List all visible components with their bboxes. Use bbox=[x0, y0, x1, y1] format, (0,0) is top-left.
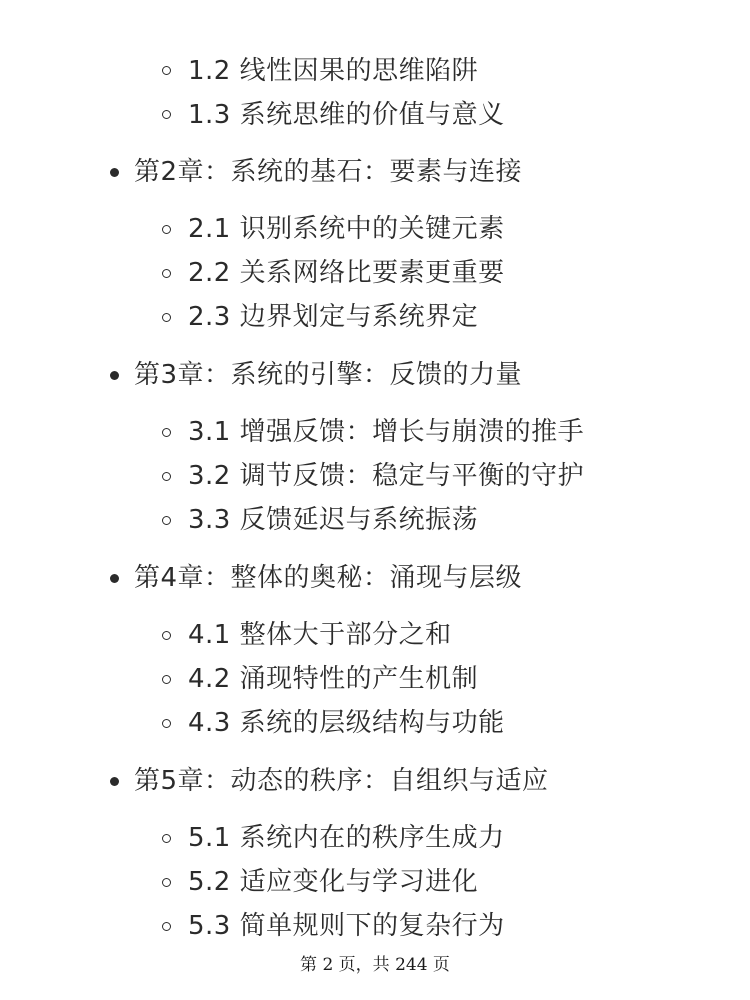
hollow-bullet-icon bbox=[162, 878, 171, 887]
hollow-bullet-icon bbox=[162, 66, 171, 75]
page-number-footer: 第 2 页，共 244 页 bbox=[300, 955, 450, 975]
hollow-bullet-icon bbox=[162, 834, 171, 843]
toc-section-3-2: 3.2 调节反馈：稳定与平衡的守护 bbox=[188, 461, 585, 491]
hollow-bullet-icon bbox=[162, 675, 171, 684]
toc-section-2-1: 2.1 识别系统中的关键元素 bbox=[188, 214, 505, 244]
toc-section-4-1: 4.1 整体大于部分之和 bbox=[188, 620, 452, 650]
toc-section-1-3: 1.3 系统思维的价值与意义 bbox=[188, 100, 505, 130]
toc-section-3-3: 3.3 反馈延迟与系统振荡 bbox=[188, 505, 479, 535]
hollow-bullet-icon bbox=[162, 428, 171, 437]
toc-section-4-3: 4.3 系统的层级结构与功能 bbox=[188, 708, 505, 738]
toc-section-5-1: 5.1 系统内在的秩序生成力 bbox=[188, 823, 505, 853]
hollow-bullet-icon bbox=[162, 631, 171, 640]
toc-section-5-3: 5.3 简单规则下的复杂行为 bbox=[188, 911, 505, 941]
solid-bullet-icon bbox=[110, 168, 119, 177]
hollow-bullet-icon bbox=[162, 516, 171, 525]
toc-section-2-3: 2.3 边界划定与系统界定 bbox=[188, 302, 479, 332]
hollow-bullet-icon bbox=[162, 719, 171, 728]
solid-bullet-icon bbox=[110, 371, 119, 380]
hollow-bullet-icon bbox=[162, 110, 171, 119]
toc-chapter-3: 第3章：系统的引擎：反馈的力量 bbox=[134, 360, 523, 390]
hollow-bullet-icon bbox=[162, 472, 171, 481]
toc-chapter-5: 第5章：动态的秩序：自组织与适应 bbox=[134, 766, 549, 796]
hollow-bullet-icon bbox=[162, 269, 171, 278]
toc-section-5-2: 5.2 适应变化与学习进化 bbox=[188, 867, 479, 897]
toc-chapter-2: 第2章：系统的基石：要素与连接 bbox=[134, 157, 523, 187]
hollow-bullet-icon bbox=[162, 225, 171, 234]
solid-bullet-icon bbox=[110, 777, 119, 786]
toc-section-1-2: 1.2 线性因果的思维陷阱 bbox=[188, 56, 479, 86]
hollow-bullet-icon bbox=[162, 313, 171, 322]
hollow-bullet-icon bbox=[162, 922, 171, 931]
toc-chapter-4: 第4章：整体的奥秘：涌现与层级 bbox=[134, 563, 523, 593]
toc-section-4-2: 4.2 涌现特性的产生机制 bbox=[188, 664, 479, 694]
toc-section-2-2: 2.2 关系网络比要素更重要 bbox=[188, 258, 505, 288]
toc-section-3-1: 3.1 增强反馈：增长与崩溃的推手 bbox=[188, 417, 585, 447]
solid-bullet-icon bbox=[110, 574, 119, 583]
